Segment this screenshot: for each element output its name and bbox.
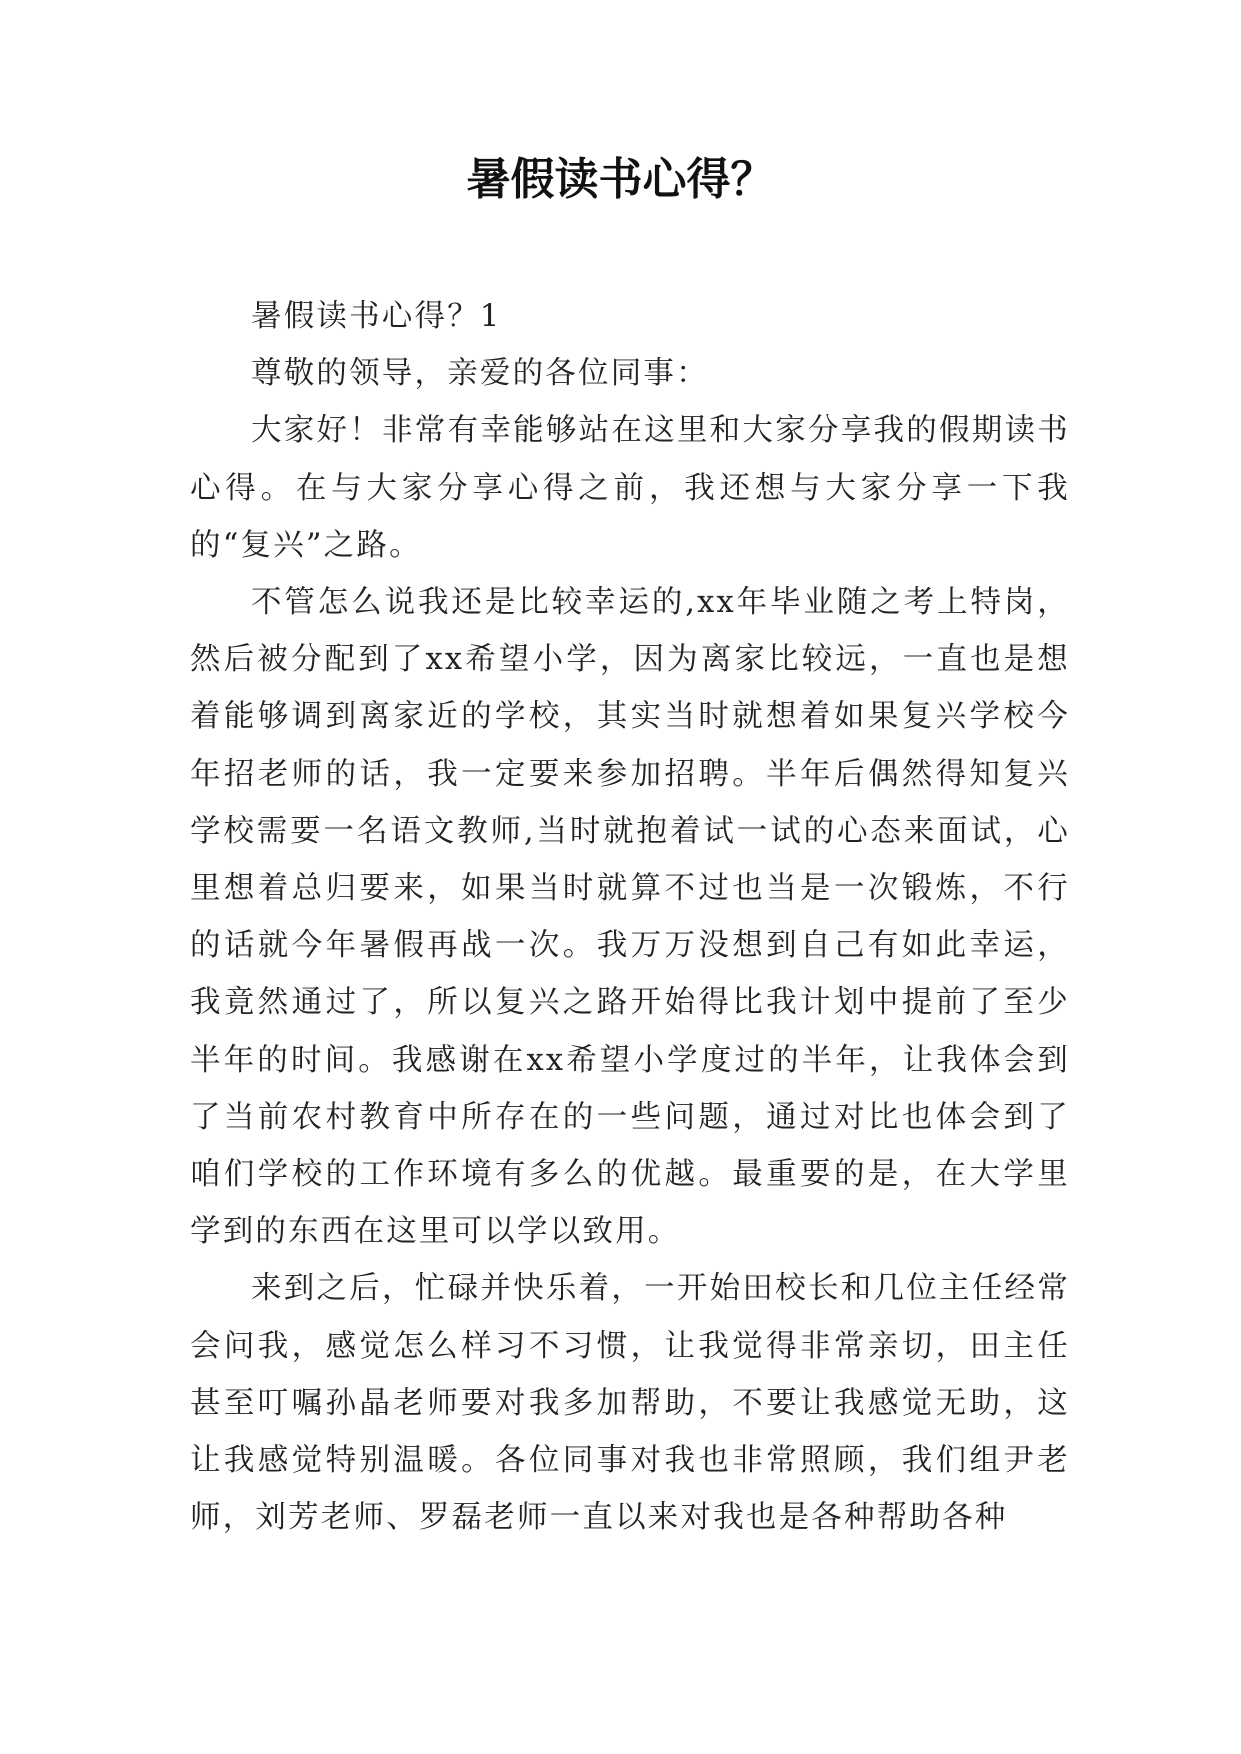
- document-title: 暑假读书心得？: [466, 154, 775, 205]
- document-body: [190, 288, 1070, 1546]
- paragraph-greeting: 大家好！非常有幸能够站在这里和大家分享我的假期读书心得。在与大家分享心得之前，我还想与大家分享一下我的“复兴”之路。: [190, 413, 1070, 563]
- paragraph-salutation: 尊敬的领导，亲爱的各位同事：: [251, 356, 709, 392]
- paragraph-arrival: 来到之后，忙碌并快乐着，一开始田校长和几位主任经常会问我，感觉怎么样习不习惯，让我觉得非常亲切，田主任甚至叮嘱孙晶老师要对我多加帮助，不要让我感觉无助，这让我感觉特别温暖。各位同事对我也非常照顾，我们组尹老师，刘芳老师、罗磊老师一直以来对我也是各种帮助各种: [190, 1271, 1070, 1536]
- paragraph-story: 不管怎么说我还是比较幸运的,xx年毕业随之考上特岗，然后被分配到了xx希望小学，因为离家比较远，一直也是想着能够调到离家近的学校，其实当时就想着如果复兴学校今年招老师的话，我一定要来参加招聘。半年后偶然得知复兴学校需要一名语文教师,当时就抱着试一试的心态来面试，心里想着总归要来，如果当时就算不过也当是一次锻炼，不行的话就今年暑假再战一次。我万万没想到自己有如此幸运，我竟然通过了，所以复兴之路开始得比我计划中提前了至少半年的时间。我感谢在xx希望小学度过的半年，让我体会到了当前农村教育中所存在的一些问题，通过对比也体会到了咱们学校的工作环境有多么的优越。最重要的是，在大学里学到的东西在这里可以学以致用。: [190, 585, 1070, 1250]
- paragraph-subtitle: 暑假读书心得？1: [251, 299, 502, 334]
